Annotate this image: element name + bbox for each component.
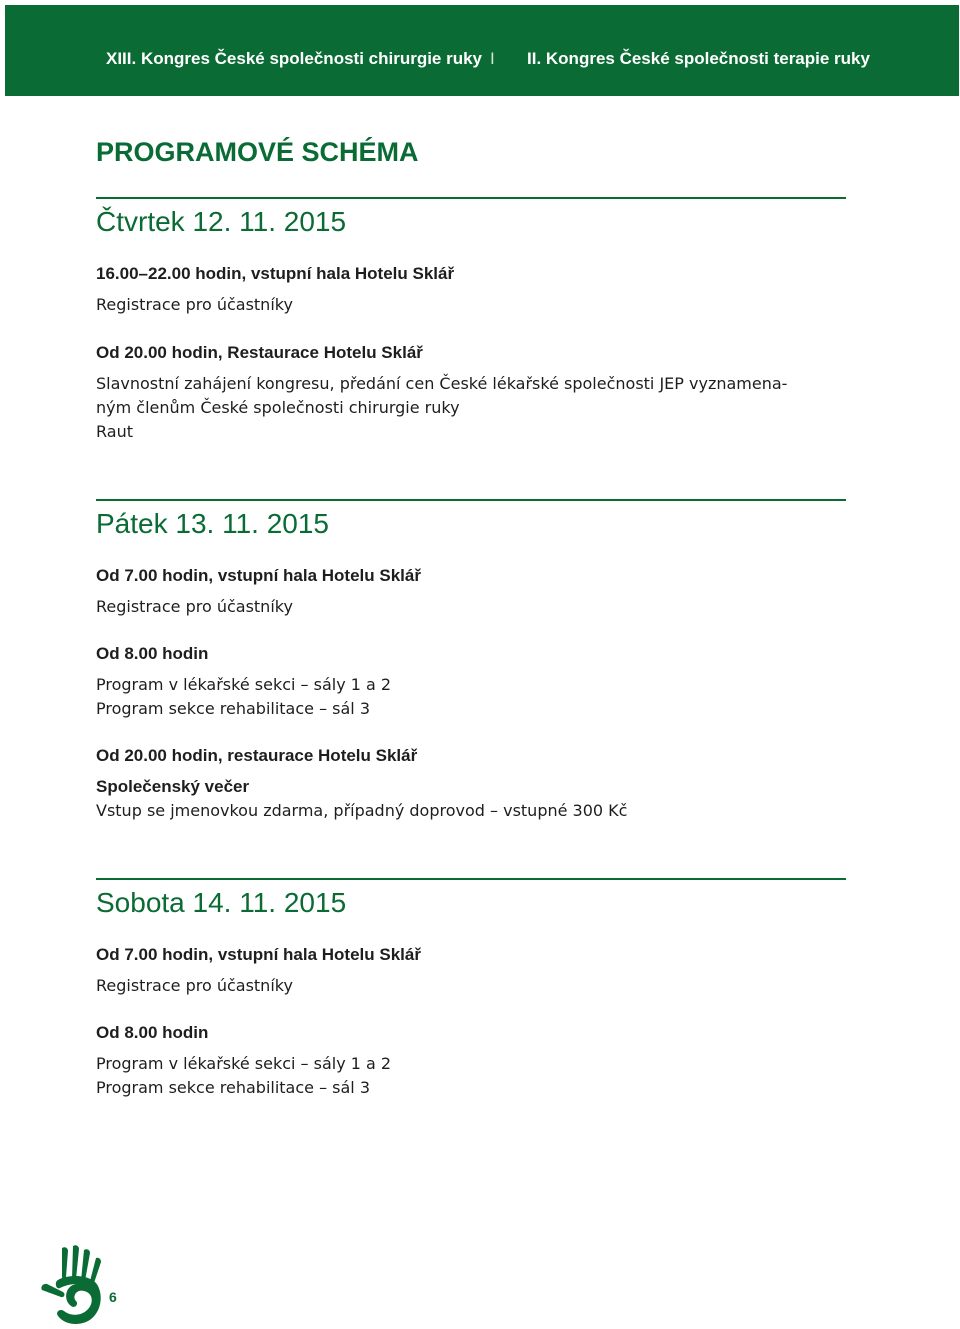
header-congress-left: XIII. Kongres České společnosti chirurgie ruky — [106, 49, 483, 68]
event-highlight: Společenský večer — [96, 777, 250, 796]
section-rule — [96, 499, 846, 501]
event-description: ným členům České společnosti chirurgie ruky — [96, 398, 460, 417]
header-band — [5, 5, 959, 96]
event-description: Program v lékařské sekci – sály 1 a 2 — [96, 1054, 392, 1073]
page-title: PROGRAMOVÉ SCHÉMA — [96, 137, 419, 167]
event-description: Program sekce rehabilitace – sál 3 — [96, 699, 371, 718]
event-description: Registrace pro účastníky — [96, 976, 293, 995]
event-description: Raut — [96, 422, 133, 441]
event-time: Od 20.00 hodin, Restaurace Hotelu Sklář — [96, 343, 423, 362]
day-heading-friday: Pátek 13. 11. 2015 — [96, 508, 329, 539]
day-heading-thursday: Čtvrtek 12. 11. 2015 — [96, 206, 347, 237]
event-time: Od 8.00 hodin — [96, 644, 209, 663]
event-time: Od 20.00 hodin, restaurace Hotelu Sklář — [96, 746, 418, 765]
event-description: Registrace pro účastníky — [96, 597, 293, 616]
header-separator: I — [490, 49, 495, 68]
event-time: Od 7.00 hodin, vstupní hala Hotelu Sklář — [96, 945, 421, 964]
event-description: Program sekce rehabilitace – sál 3 — [96, 1078, 371, 1097]
page-number: 6 — [109, 1289, 117, 1305]
header-congress-right: II. Kongres České společnosti terapie ruky — [527, 49, 870, 68]
event-description: Slavnostní zahájení kongresu, předání cen České lékařské společnosti JEP vyznamena- — [96, 374, 788, 393]
hand-icon — [40, 1244, 108, 1328]
event-time: 16.00–22.00 hodin, vstupní hala Hotelu Sklář — [96, 264, 455, 283]
event-description: Program v lékařské sekci – sály 1 a 2 — [96, 675, 392, 694]
event-description: Vstup se jmenovkou zdarma, případný doprovod – vstupné 300 Kč — [96, 801, 628, 820]
section-rule — [96, 197, 846, 199]
event-description: Registrace pro účastníky — [96, 295, 293, 314]
event-time: Od 8.00 hodin — [96, 1023, 209, 1042]
event-time: Od 7.00 hodin, vstupní hala Hotelu Sklář — [96, 566, 421, 585]
section-rule — [96, 878, 846, 880]
day-heading-saturday: Sobota 14. 11. 2015 — [96, 887, 347, 918]
